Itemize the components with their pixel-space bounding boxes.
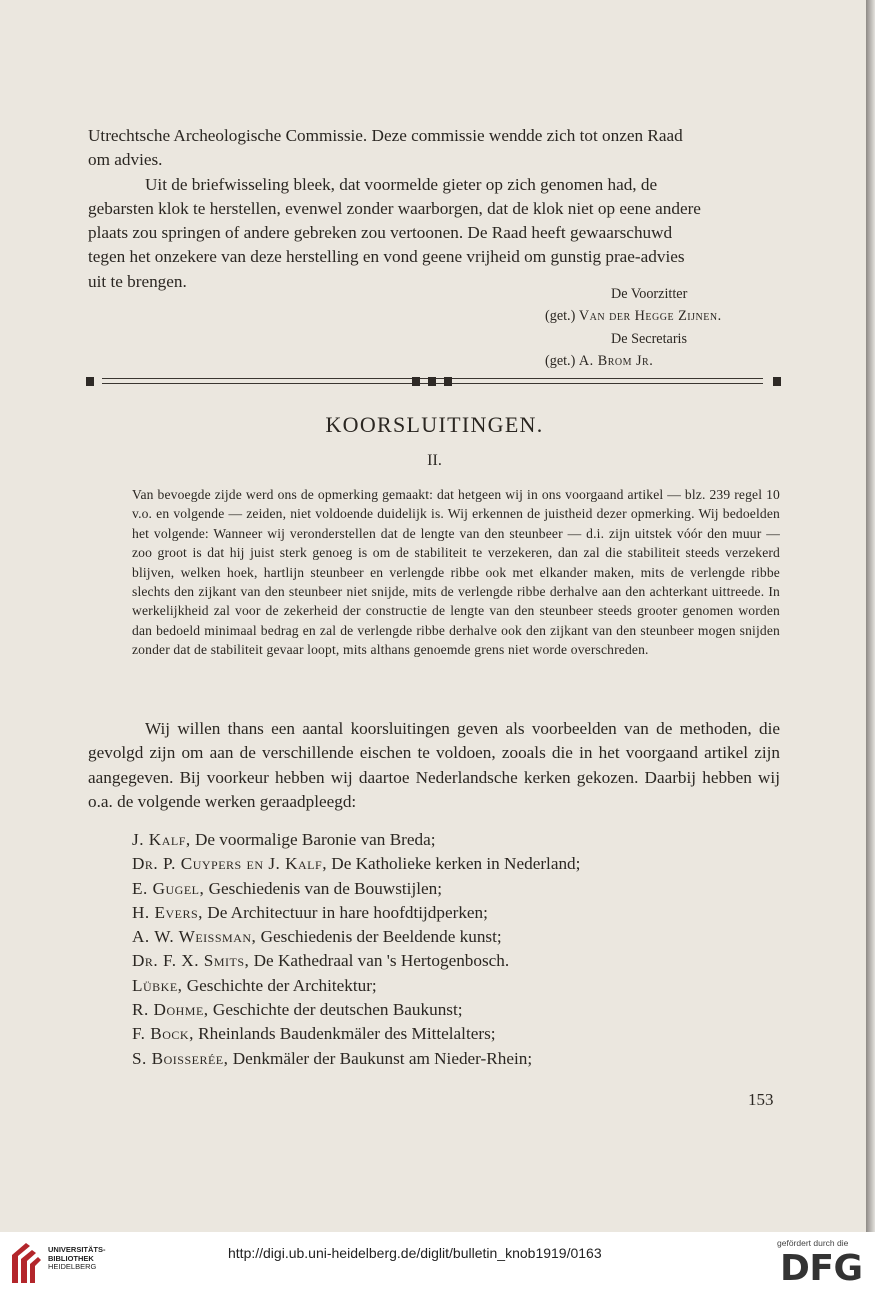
reference-author: J. Kalf, — [132, 830, 191, 849]
reference-author: A. W. Weissman, — [132, 927, 257, 947]
list-item — [132, 901, 752, 925]
text-line: uit te brengen. — [88, 271, 187, 291]
text-line: tegen het onzekere van deze herstelling en vond geene vrijheid om gunstig prae-advies — [88, 247, 685, 267]
reference-list — [132, 828, 752, 1071]
reference-work: De Architectuur in hare hoofdtijdperken; — [207, 902, 488, 922]
reference-work: Geschichte der Architektur; — [186, 975, 377, 995]
list-item — [132, 925, 752, 949]
secretary-title: De Secretaris — [611, 331, 688, 347]
article-part: II. — [427, 452, 442, 469]
reference-work: Geschiedenis der Beeldende kunst; — [260, 927, 502, 947]
reference-author: Lübke, — [132, 975, 183, 995]
source-url-link[interactable]: http://digi.ub.uni-heidelberg.de/diglit/bulletin_knob1919/0163 — [228, 1245, 602, 1261]
library-name: UNIVERSITÄTS- BIBLIOTHEK HEIDELBERG — [48, 1245, 106, 1272]
list-item — [132, 1047, 752, 1071]
note-paragraph: Van bevoegde zijde werd ons de opmerking gemaakt: dat hetgeen wij in ons voorgaand artikel — blz. 239 regel 10 v.o. en volgende — zeiden, niet voldoende duidelijk is. Wij erkennen de juistheid dezer opmerking. Wij bedoelden het volgende: Wanneer wij veronderstellen dat de lengte van den steunbeer — d.i. zijn uitstek vóór den muur — zoo groot is dat hij juist sterk genoeg is om de stabiliteit te verzekeren, dan zal die stabiliteit steeds verzekerd blijven, welken hoek, hartlijn steunbeer en verlengde ribbe ook met elkander maken, mits de verlengde ribbe slechts den zijkant van den steunbeer niet snijde, mits de verlengde ribbe derhalve aan den achterkant uittreede. In werkelijkheid zal voor de zekerheid der constructie de lengte van den steunbeer steeds grooter genomen worden dan bedoeld minimaal bedrag en zal de verlengde ribbe derhalve ook den zijkant van den steunbeer mogen snijden zonder dat de stabiliteit gevaar loopt, mits althans genoemde grens niet worde overschreden. — [132, 487, 780, 658]
signature-prefix: (get.) — [545, 308, 576, 324]
reference-author: H. Evers, — [132, 902, 203, 922]
reference-work: De Katholieke kerken in Nederland; — [331, 854, 581, 874]
text-line: Uit de briefwisseling bleek, dat voormelde gieter op zich genomen had, de — [145, 174, 658, 194]
reference-work: Geschiedenis van de Bouwstijlen; — [208, 878, 443, 898]
reference-author: F. Bock, — [132, 1024, 194, 1044]
chair-signature — [545, 308, 722, 325]
dfg-logo: DFG — [780, 1248, 863, 1289]
list-item — [132, 998, 752, 1022]
list-item — [132, 828, 752, 852]
university-library-logo-icon — [8, 1239, 44, 1285]
reference-work: Denkmäler der Baukunst am Nieder-Rhein; — [232, 1048, 533, 1068]
reference-work: Rheinlands Baudenkmäler des Mittelalters; — [198, 1024, 496, 1044]
text-line: Utrechtsche Archeologische Commissie. Deze commissie wendde zich tot onzen Raad — [88, 126, 683, 145]
chair-name: Van der Hegge Zijnen. — [578, 308, 722, 324]
reference-work: De Kathedraal van 's Hertogenbosch. — [253, 951, 510, 971]
text-line: om advies. — [88, 150, 163, 170]
chair-title: De Voorzitter — [611, 286, 688, 302]
reference-author: S. Boisserée, — [132, 1048, 229, 1068]
page-edge-shadow — [866, 0, 875, 1232]
paragraph-advice — [88, 124, 780, 294]
reference-author: R. Dohme, — [132, 1000, 209, 1020]
text-line: plaats zou springen of andere gebreken zou vertoonen. De Raad heeft gewaarschuwd — [88, 223, 673, 243]
page-number: 153 — [748, 1090, 774, 1109]
list-item — [132, 949, 752, 973]
reference-author: E. Gugel, — [132, 878, 205, 898]
list-item — [132, 877, 752, 901]
list-item — [132, 852, 752, 876]
footer-bar — [0, 1232, 875, 1293]
reference-author: Dr. P. Cuypers en J. Kalf, — [132, 854, 327, 874]
list-item — [132, 1022, 752, 1046]
body-paragraph: Wij willen thans een aantal koorsluitingen geven als voorbeelden van de methoden, die gevolgd zijn om aan de verschillende eischen te voldoen, zooals die in het voorgaand artikel zijn aangegeven. Bij voorkeur hebben wij daartoe Nederlandsche kerken gekozen. Daarbij hebben wij o.a. de volgende werken geraadpleegd: — [88, 719, 780, 811]
reference-work: Geschichte der deutschen Baukunst; — [212, 1000, 463, 1020]
list-item — [132, 974, 752, 998]
ornamental-divider — [86, 375, 783, 389]
reference-work: De voormalige Baronie van Breda; — [194, 830, 436, 849]
text-line: gebarsten klok te herstellen, evenwel zonder waarborgen, dat de klok niet op eene andere — [88, 198, 701, 218]
signature-prefix: (get.) — [545, 353, 576, 369]
article-title: KOORSLUITINGEN. — [325, 412, 544, 437]
reference-author: Dr. F. X. Smits, — [132, 951, 250, 971]
funding-text: gefördert durch die — [777, 1238, 849, 1248]
secretary-name: A. Brom Jr. — [578, 353, 654, 369]
secretary-signature — [545, 353, 653, 370]
